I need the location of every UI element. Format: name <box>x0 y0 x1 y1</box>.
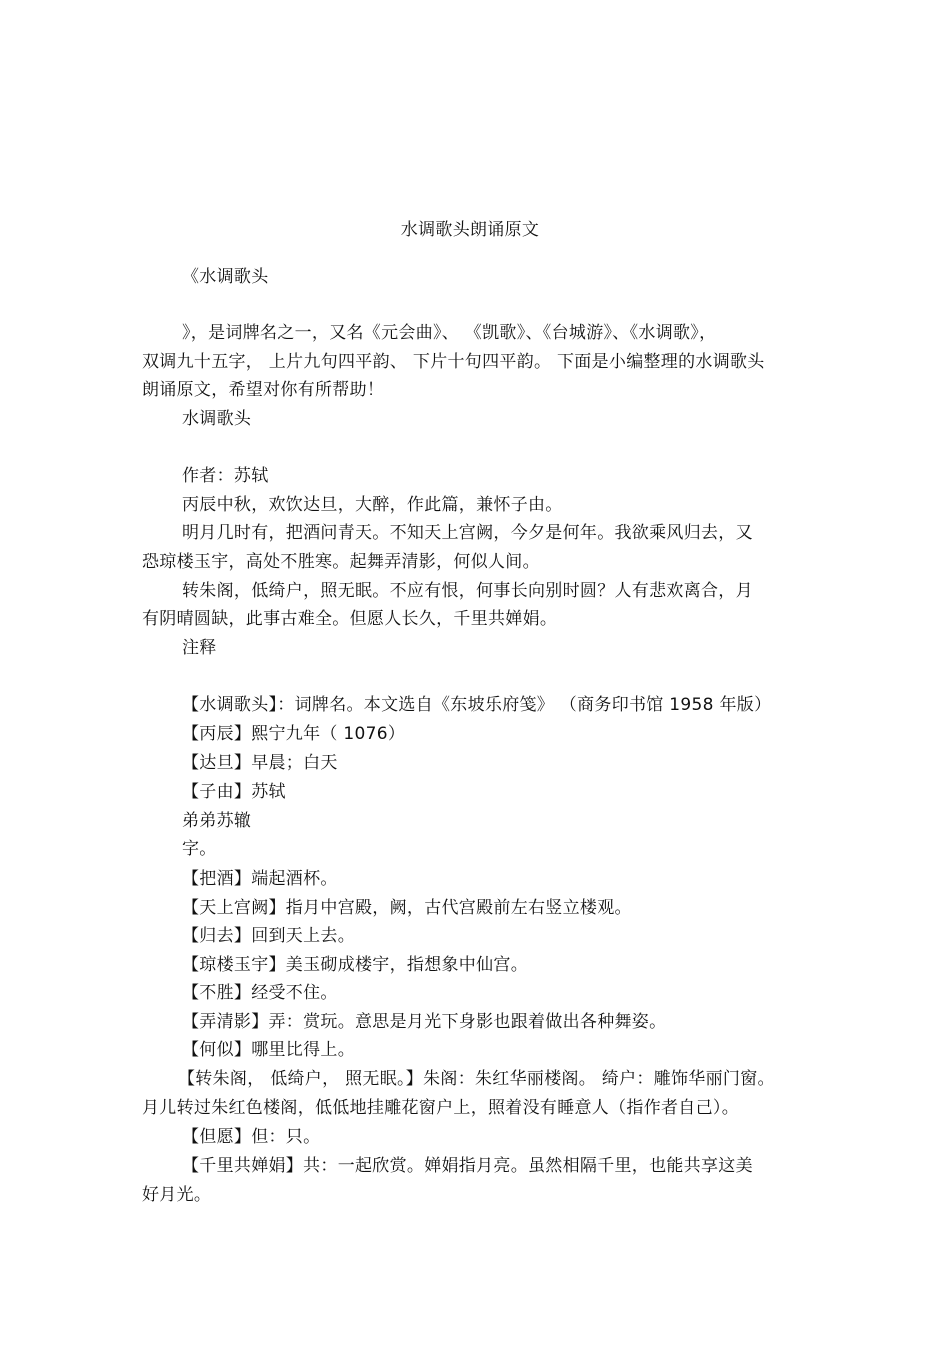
intro-line-4: 朗诵原文，希望对你有所帮助！ <box>142 380 385 400</box>
note-item: 【丙辰】熙宁九年（ 1076） <box>182 724 406 744</box>
note-item: 【天上宫阙】指月中宫殿，阙，古代宫殿前左右竖立楼观。 <box>182 898 632 918</box>
note-item: 【弄清影】弄：赏玩。意思是月光下身影也跟着做出各种舞姿。 <box>182 1012 667 1032</box>
poem-line-1: 明月几时有，把酒问青天。不知天上宫阙，今夕是何年。我欲乘风归去，又 <box>182 523 753 543</box>
intro-line-2: 》，是词牌名之一，又名《元会曲》、 《凯歌》、《台城游》、《水调歌》， <box>182 323 717 343</box>
note-item: 【子由】苏轼 <box>182 782 286 802</box>
note-item: 【转朱阁， 低绮户， 照无眠。】朱阁：朱红华丽楼阁。 绮户：雕饰华丽门窗。 <box>178 1069 775 1089</box>
note-item: 弟弟苏辙 <box>182 811 252 831</box>
note-item: 【何似】哪里比得上。 <box>182 1040 355 1060</box>
poem-author: 作者：苏轼 <box>182 466 269 486</box>
note-item-continuation: 好月光。 <box>142 1185 212 1205</box>
note-item: 【琼楼玉宇】美玉砌成楼宇，指想象中仙宫。 <box>182 955 528 975</box>
note-item-continuation: 月儿转过朱红色楼阁，低低地挂雕花窗户上，照着没有睡意人（指作者自己）。 <box>142 1098 739 1118</box>
note-item: 【但愿】但：只。 <box>182 1127 321 1147</box>
intro-line-1: 《水调歌头 <box>182 267 269 287</box>
poem-line-4: 有阴晴圆缺，此事古难全。但愿人长久，千里共婵娟。 <box>142 609 558 629</box>
note-item: 字。 <box>182 839 217 859</box>
poem-preface: 丙辰中秋，欢饮达旦，大醉，作此篇，兼怀子由。 <box>182 495 563 515</box>
note-item: 【归去】回到天上去。 <box>182 926 355 946</box>
note-item: 【达旦】早晨；白天 <box>182 753 338 773</box>
page-title: 水调歌头朗诵原文 <box>400 220 540 240</box>
notes-heading: 注释 <box>182 638 217 658</box>
poem-line-2: 恐琼楼玉宇，高处不胜寒。起舞弄清影，何似人间。 <box>142 552 540 572</box>
note-item: 【不胜】经受不住。 <box>182 983 338 1003</box>
note-item: 【把酒】端起酒杯。 <box>182 869 338 889</box>
intro-line-3: 双调九十五字， 上片九句四平韵、 下片十句四平韵。 下面是小编整理的水调歌头 <box>142 352 765 372</box>
note-item: 【千里共婵娟】共：一起欣赏。婵娟指月亮。虽然相隔千里，也能共享这美 <box>182 1156 753 1176</box>
poem-line-3: 转朱阁，低绮户，照无眠。不应有恨，何事长向别时圆？人有悲欢离合，月 <box>182 581 753 601</box>
poem-title: 水调歌头 <box>182 409 252 429</box>
note-item: 【水调歌头】：词牌名。本文选自《东坡乐府笺》 （商务印书馆 1958 年版） <box>182 695 772 715</box>
